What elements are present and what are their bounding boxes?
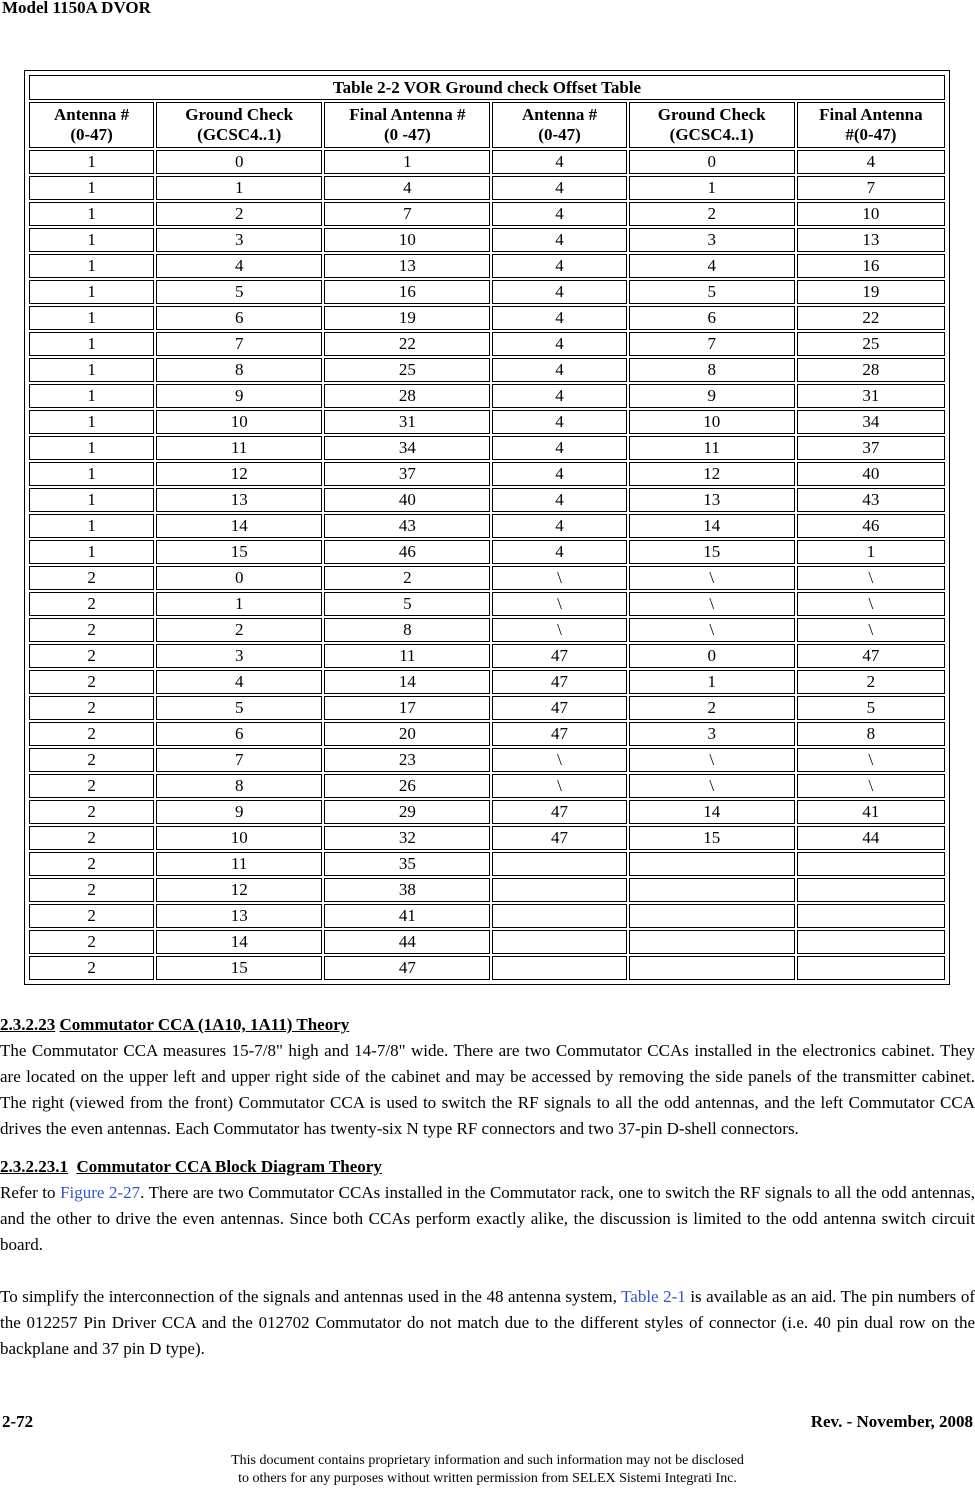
table-cell: 13 [324, 254, 490, 278]
table-cell [629, 930, 795, 954]
table-cell: \ [797, 748, 945, 772]
table-cell: 38 [324, 878, 490, 902]
table-cell: 2 [797, 670, 945, 694]
table-row [29, 410, 945, 434]
table-cell: 46 [797, 514, 945, 538]
table-cell: 1 [29, 462, 154, 486]
table-cell: 0 [629, 644, 795, 668]
table-cell: 44 [797, 826, 945, 850]
table-cell: 2 [324, 566, 490, 590]
table-cell: 4 [492, 514, 626, 538]
table-cell: 10 [156, 410, 322, 434]
table-cell: \ [797, 774, 945, 798]
table-cell: 2 [29, 566, 154, 590]
table-cell: 47 [492, 800, 626, 824]
table-cell: 1 [29, 280, 154, 304]
table-cell: \ [797, 592, 945, 616]
table-cell: 4 [492, 332, 626, 356]
table-cell: 2 [29, 956, 154, 980]
table-cell: 1 [29, 306, 154, 330]
table-cell: 4 [492, 488, 626, 512]
table-cell: 5 [156, 696, 322, 720]
table-cell: 16 [797, 254, 945, 278]
table-cell: 15 [156, 956, 322, 980]
table-cell: 10 [797, 202, 945, 226]
table-cell: 2 [29, 852, 154, 876]
table-cell: 47 [492, 644, 626, 668]
section-commutator-theory [0, 1012, 975, 1142]
table-cell: 4 [492, 462, 626, 486]
table-cell: 13 [629, 488, 795, 512]
table-cell: 29 [324, 800, 490, 824]
table-cell: 2 [156, 618, 322, 642]
table-cell: 5 [324, 592, 490, 616]
table-row [29, 384, 945, 408]
table-cell: 1 [29, 514, 154, 538]
table-row [29, 202, 945, 226]
table-cell [629, 878, 795, 902]
subsection-paragraph-2: To simplify the interconnection of the signals and antennas used in the 48 antenna system, Table 2-1 is available as an aid. The pin numbers of the 012257 Pin Driver CCA and the 012702 Commutator do not match due to the different styles of connector (i.e. 40 pin dual row on the backplane and 37 pin D type). [0, 1287, 975, 1358]
section-title: Commutator CCA (1A10, 1A11) Theory [59, 1015, 350, 1034]
proprietary-notice: This document contains proprietary information and such information may not be disclosed to others for any purposes without written permission from SELEX Sistemi Integrati Inc. [231, 1453, 744, 1486]
table-row [29, 280, 945, 304]
table-row [29, 332, 945, 356]
table-row [29, 618, 945, 642]
offset-table-frame [24, 70, 950, 985]
table-cell: 37 [797, 436, 945, 460]
subsection-number: 2.3.2.23.1 [0, 1157, 68, 1176]
table-cell: 1 [29, 254, 154, 278]
table-row [29, 800, 945, 824]
table-cell: 6 [156, 306, 322, 330]
offset-table [27, 73, 947, 982]
table-cell: 8 [629, 358, 795, 382]
table-cell: 2 [29, 592, 154, 616]
table-row [29, 852, 945, 876]
table-cell: 41 [797, 800, 945, 824]
table-cell [492, 956, 626, 980]
table-cell: 10 [324, 228, 490, 252]
table-cell: 3 [629, 722, 795, 746]
table-cell: 22 [797, 306, 945, 330]
table-cell: 11 [156, 436, 322, 460]
table-cell: 1 [29, 332, 154, 356]
table-cell: 4 [492, 228, 626, 252]
table-cell [492, 878, 626, 902]
table-cell: 4 [629, 254, 795, 278]
table-cell: 9 [629, 384, 795, 408]
table-cell: 28 [797, 358, 945, 382]
table-cell: \ [629, 748, 795, 772]
table-row [29, 592, 945, 616]
table-cell: 19 [324, 306, 490, 330]
table-cell: 4 [492, 306, 626, 330]
table-row [29, 566, 945, 590]
table-cell [797, 956, 945, 980]
table-cell: \ [629, 774, 795, 798]
table-cell [492, 904, 626, 928]
section-body: The Commutator CCA measures 15-7/8" high and 14-7/8" wide. There are two Commutator CCAs installed in the electronics cabinet. They are located on the upper left and upper right side of the cabinet and may be accessed by removing the side panels of the transmitter cabinet. The right (viewed from the front) Commutator CCA is used to switch the RF signals to all the odd antennas, and the left Commutator CCA drives the even antennas. Each Commutator has twenty-six N type RF connectors and two 37-pin D-shell connectors. [0, 1041, 975, 1138]
table-cell: 17 [324, 696, 490, 720]
table-cell: 31 [797, 384, 945, 408]
table-row [29, 956, 945, 980]
table-cell: \ [492, 618, 626, 642]
table-cell: 16 [324, 280, 490, 304]
table-cell: 15 [629, 540, 795, 564]
table-cell: 1 [29, 228, 154, 252]
document-header: Model 1150A DVOR [2, 0, 151, 17]
table-row [29, 228, 945, 252]
table-cell: 15 [156, 540, 322, 564]
table-cell: 7 [156, 332, 322, 356]
table-cell: 32 [324, 826, 490, 850]
table-row [29, 150, 945, 174]
table-cell: 11 [629, 436, 795, 460]
table-cell: 2 [156, 202, 322, 226]
table-cell: 43 [797, 488, 945, 512]
column-header: Final Antenna # (0 -47) [324, 102, 490, 148]
table-cell: 2 [29, 904, 154, 928]
table-cell: 47 [492, 696, 626, 720]
table-cell: 12 [156, 462, 322, 486]
table-cell: 40 [797, 462, 945, 486]
section-number: 2.3.2.23 [0, 1015, 56, 1034]
table-cell: 1 [29, 384, 154, 408]
subsection-body: Refer to Figure 2-27. There are two Commutator CCAs installed in the Commutator rack, one to switch the RF signals to all the odd antennas, and the other to drive the even antennas. Since both CCAs perform exactly alike, the discussion is limited to the odd antenna switch circuit board. [0, 1183, 975, 1254]
table-cell: 2 [629, 202, 795, 226]
table-cell: 2 [29, 930, 154, 954]
table-cell: 1 [29, 540, 154, 564]
table-cell: 1 [29, 488, 154, 512]
table-cell: 14 [156, 930, 322, 954]
table-cell: 40 [324, 488, 490, 512]
table-cell: 0 [156, 150, 322, 174]
table-cell: 8 [797, 722, 945, 746]
table-cell: 14 [629, 514, 795, 538]
table-cell: 9 [156, 800, 322, 824]
table-cell: 41 [324, 904, 490, 928]
table-cell: 10 [629, 410, 795, 434]
table-cell [797, 930, 945, 954]
table-cell: 8 [156, 774, 322, 798]
subsection-title: Commutator CCA Block Diagram Theory [76, 1157, 382, 1176]
table-cell: 13 [156, 904, 322, 928]
table-cell: 25 [324, 358, 490, 382]
column-header: Antenna # (0-47) [492, 102, 626, 148]
table-cell: 12 [629, 462, 795, 486]
table-cell: \ [492, 592, 626, 616]
table-cell: 4 [492, 410, 626, 434]
table-cell: 13 [797, 228, 945, 252]
table-cell: 47 [797, 644, 945, 668]
table-cell: 14 [324, 670, 490, 694]
table-cell: \ [797, 618, 945, 642]
table-cell: 14 [629, 800, 795, 824]
table-cell: 4 [797, 150, 945, 174]
column-header: Ground Check (GCSC4..1) [629, 102, 795, 148]
table-cell: 2 [29, 696, 154, 720]
table-cell: 47 [324, 956, 490, 980]
table-cell: 8 [156, 358, 322, 382]
table-cell: 1 [29, 410, 154, 434]
table-cell [629, 956, 795, 980]
table-cell: 19 [797, 280, 945, 304]
table-cell: 1 [29, 358, 154, 382]
table-cell: 26 [324, 774, 490, 798]
table-cell: 4 [492, 150, 626, 174]
table-cell: 22 [324, 332, 490, 356]
table-cell: 43 [324, 514, 490, 538]
table-cell: 5 [629, 280, 795, 304]
table-cell: 1 [797, 540, 945, 564]
table-cell: 1 [29, 176, 154, 200]
table-cell: 34 [797, 410, 945, 434]
table-cell: 37 [324, 462, 490, 486]
table-row [29, 696, 945, 720]
table-cell: 28 [324, 384, 490, 408]
table-row [29, 826, 945, 850]
table-cell: 4 [492, 540, 626, 564]
table-row [29, 540, 945, 564]
table-cell: 4 [492, 254, 626, 278]
table-cell: 13 [156, 488, 322, 512]
table-cell: \ [629, 566, 795, 590]
column-header: Ground Check (GCSC4..1) [156, 102, 322, 148]
table-cell: 4 [492, 176, 626, 200]
table-cell: 6 [156, 722, 322, 746]
table-cell: \ [629, 618, 795, 642]
table-cell: 25 [797, 332, 945, 356]
table-cell: 4 [156, 254, 322, 278]
table-cell: 1 [629, 670, 795, 694]
table-row [29, 644, 945, 668]
table-row [29, 488, 945, 512]
table-cell: 7 [324, 202, 490, 226]
table-cell: 7 [629, 332, 795, 356]
table-cell: 34 [324, 436, 490, 460]
table-row [29, 514, 945, 538]
table-cell: 5 [797, 696, 945, 720]
table-row [29, 358, 945, 382]
table-cell: 11 [324, 644, 490, 668]
table-cell: 4 [492, 358, 626, 382]
table-row [29, 748, 945, 772]
table-cell: 3 [629, 228, 795, 252]
table-row [29, 462, 945, 486]
table-cell: 4 [492, 436, 626, 460]
table-cell: 9 [156, 384, 322, 408]
table-cell: 2 [629, 696, 795, 720]
table-cell [797, 878, 945, 902]
table-cell: \ [629, 592, 795, 616]
table-row [29, 904, 945, 928]
table-cell: 7 [156, 748, 322, 772]
table-cell: 1 [29, 436, 154, 460]
table-cell [797, 904, 945, 928]
table-caption: Table 2-2 VOR Ground check Offset Table [29, 75, 945, 100]
table-cell: 1 [29, 202, 154, 226]
table-cell: 3 [156, 228, 322, 252]
table-cell: 46 [324, 540, 490, 564]
table-cell: 5 [156, 280, 322, 304]
table-row [29, 774, 945, 798]
table-cell: 23 [324, 748, 490, 772]
table-cell: 2 [29, 826, 154, 850]
table-cell: 47 [492, 826, 626, 850]
table-cell: 3 [156, 644, 322, 668]
page-number: 2-72 [2, 1412, 34, 1431]
table-cell: 0 [629, 150, 795, 174]
table-cell: 14 [156, 514, 322, 538]
table-row [29, 176, 945, 200]
table-cell: \ [492, 774, 626, 798]
table-cell: 4 [324, 176, 490, 200]
section-block-diagram [0, 1154, 975, 1362]
table-row [29, 930, 945, 954]
table-cell: 2 [29, 878, 154, 902]
column-header: Antenna # (0-47) [29, 102, 154, 148]
table-cell: 31 [324, 410, 490, 434]
table-link[interactable]: Table 2-1 [621, 1287, 686, 1306]
table-cell: 1 [324, 150, 490, 174]
table-row [29, 670, 945, 694]
table-row [29, 722, 945, 746]
revision-date: Rev. - November, 2008 [810, 1412, 973, 1431]
table-row [29, 254, 945, 278]
table-cell: 1 [156, 592, 322, 616]
table-cell: 4 [492, 384, 626, 408]
figure-link[interactable]: Figure 2-27 [60, 1183, 141, 1202]
table-cell: 8 [324, 618, 490, 642]
table-cell: 7 [797, 176, 945, 200]
column-header: Final Antenna #(0-47) [797, 102, 945, 148]
table-cell: 6 [629, 306, 795, 330]
table-cell [492, 930, 626, 954]
table-cell: 20 [324, 722, 490, 746]
table-body [29, 150, 945, 980]
table-cell: 2 [29, 748, 154, 772]
table-cell: 47 [492, 670, 626, 694]
table-cell: 2 [29, 800, 154, 824]
table-cell: 1 [29, 150, 154, 174]
table-cell: 10 [156, 826, 322, 850]
table-cell: \ [797, 566, 945, 590]
table-cell: 35 [324, 852, 490, 876]
table-cell [797, 852, 945, 876]
table-row [29, 436, 945, 460]
table-cell: \ [492, 748, 626, 772]
table-row [29, 306, 945, 330]
table-cell: 2 [29, 722, 154, 746]
table-cell [629, 852, 795, 876]
table-cell: 1 [629, 176, 795, 200]
table-cell: 1 [156, 176, 322, 200]
table-cell: 4 [492, 202, 626, 226]
table-cell: 0 [156, 566, 322, 590]
table-cell [492, 852, 626, 876]
table-cell: 2 [29, 644, 154, 668]
table-cell: 4 [492, 280, 626, 304]
table-row [29, 878, 945, 902]
table-cell: \ [492, 566, 626, 590]
table-cell: 47 [492, 722, 626, 746]
table-cell: 2 [29, 618, 154, 642]
table-cell: 4 [156, 670, 322, 694]
table-cell: 2 [29, 774, 154, 798]
table-cell [629, 904, 795, 928]
table-cell: 12 [156, 878, 322, 902]
table-cell: 11 [156, 852, 322, 876]
table-cell: 44 [324, 930, 490, 954]
table-cell: 2 [29, 670, 154, 694]
table-cell: 15 [629, 826, 795, 850]
